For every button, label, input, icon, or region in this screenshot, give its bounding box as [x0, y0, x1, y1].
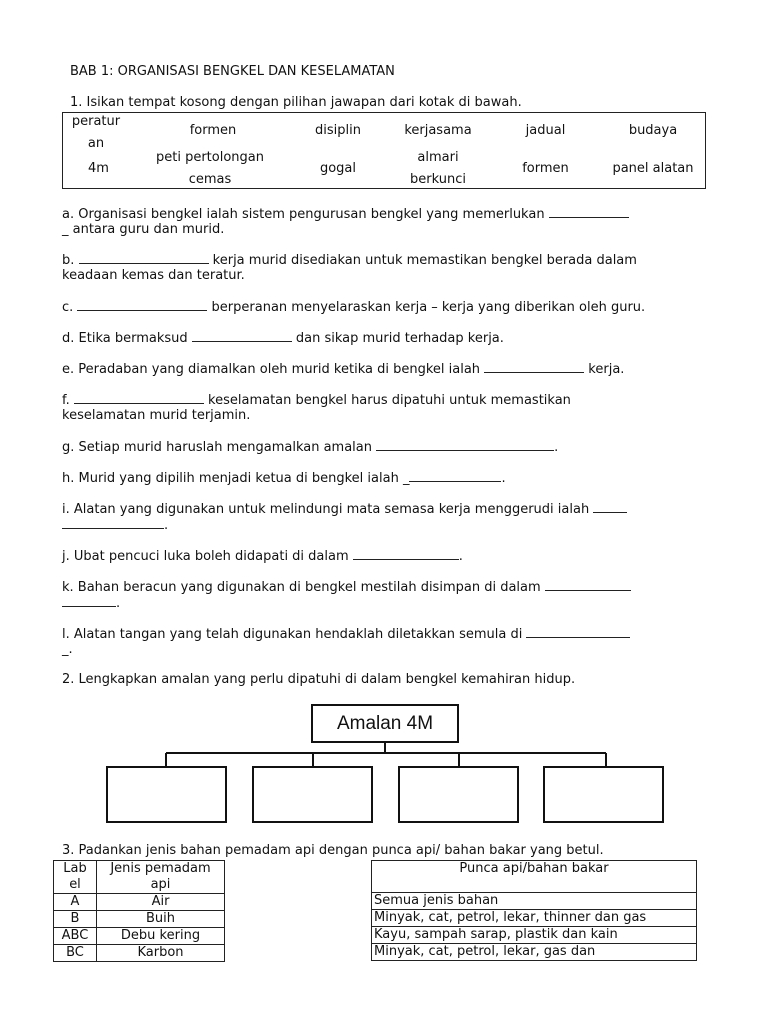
page-title: BAB 1: ORGANISASI BENGKEL DAN KESELAMATAN [70, 64, 395, 79]
amalan-4m-box: Amalan 4M [311, 704, 459, 743]
table-header: Lab el [54, 861, 97, 894]
question-3-instruction: 3. Padankan jenis bahan pemadam api dengan punca api/ bahan bakar yang betul. [62, 843, 604, 858]
word-bank-item: kerjasama [404, 123, 472, 138]
question-j: j. Ubat pencuci luka boleh didapati di dalam . [62, 549, 463, 564]
word-bank-item: jadual [525, 123, 566, 138]
table-row: Semua jenis bahan [372, 893, 697, 910]
question-c: c. berperanan menyelaraskan kerja – kerja yang diberikan oleh guru. [62, 300, 646, 315]
table-header: Punca api/bahan bakar [372, 861, 697, 893]
word-bank-item: gogal [319, 161, 357, 176]
table-row: Kayu, sampah sarap, plastik dan kain [372, 927, 697, 944]
question-k: k. Bahan beracun yang digunakan di bengkel mestilah disimpan di dalam . [62, 579, 682, 611]
table-row: Minyak, cat, petrol, lekar, gas dan [372, 944, 697, 961]
question-d: d. Etika bermaksud dan sikap murid terhadap kerja. [62, 331, 504, 346]
answer-box-4[interactable] [543, 766, 664, 823]
word-bank-item: formen [189, 123, 237, 138]
question-a: a. Organisasi bengkel ialah sistem pengurusan bengkel yang memerlukan _ antara guru dan murid. [62, 206, 682, 237]
question-f: f. keselamatan bengkel harus dipatuhi untuk memastikan keselamatan murid terjamin. [62, 393, 571, 423]
table-header: Jenis pemadam api [97, 861, 225, 894]
question-l: l. Alatan tangan yang telah digunakan hendaklah diletakkan semula di _. [62, 626, 682, 657]
word-bank-item: peti pertolongan cemas [156, 150, 264, 187]
table-row: B Buih [54, 911, 225, 928]
question-e: e. Peradaban yang diamalkan oleh murid ketika di bengkel ialah kerja. [62, 362, 625, 377]
question-i: i. Alatan yang digunakan untuk melindungi mata semasa kerja menggerudi ialah . [62, 501, 682, 533]
extinguisher-table [53, 860, 225, 962]
word-bank-item: peratur an [71, 114, 121, 151]
table-row: ABC Debu kering [54, 928, 225, 945]
word-bank-item: disiplin [315, 123, 361, 138]
word-bank-item: budaya [628, 123, 678, 138]
question-2-instruction: 2. Lengkapkan amalan yang perlu dipatuhi di dalam bengkel kemahiran hidup. [62, 672, 576, 687]
word-bank-item: panel alatan [612, 161, 694, 176]
question-g: g. Setiap murid haruslah mengamalkan amalan . [62, 440, 559, 455]
question-h: h. Murid yang dipilih menjadi ketua di bengkel ialah _ . [62, 471, 506, 486]
question-b: b. kerja murid disediakan untuk memastikan bengkel berada dalam keadaan kemas dan teratur. [62, 253, 637, 283]
table-row: BC Karbon [54, 945, 225, 962]
table-row: Minyak, cat, petrol, lekar, thinner dan gas [372, 910, 697, 927]
word-bank-item: 4m [88, 161, 109, 176]
table-row: A Air [54, 894, 225, 911]
answer-box-1[interactable] [106, 766, 227, 823]
question-1-instruction: 1. Isikan tempat kosong dengan pilihan jawapan dari kotak di bawah. [70, 95, 522, 110]
fire-source-table [371, 860, 697, 961]
word-bank-item: almari berkunci [410, 150, 466, 187]
answer-box-2[interactable] [252, 766, 373, 823]
word-bank-item: formen [522, 161, 569, 176]
answer-box-3[interactable] [398, 766, 519, 823]
